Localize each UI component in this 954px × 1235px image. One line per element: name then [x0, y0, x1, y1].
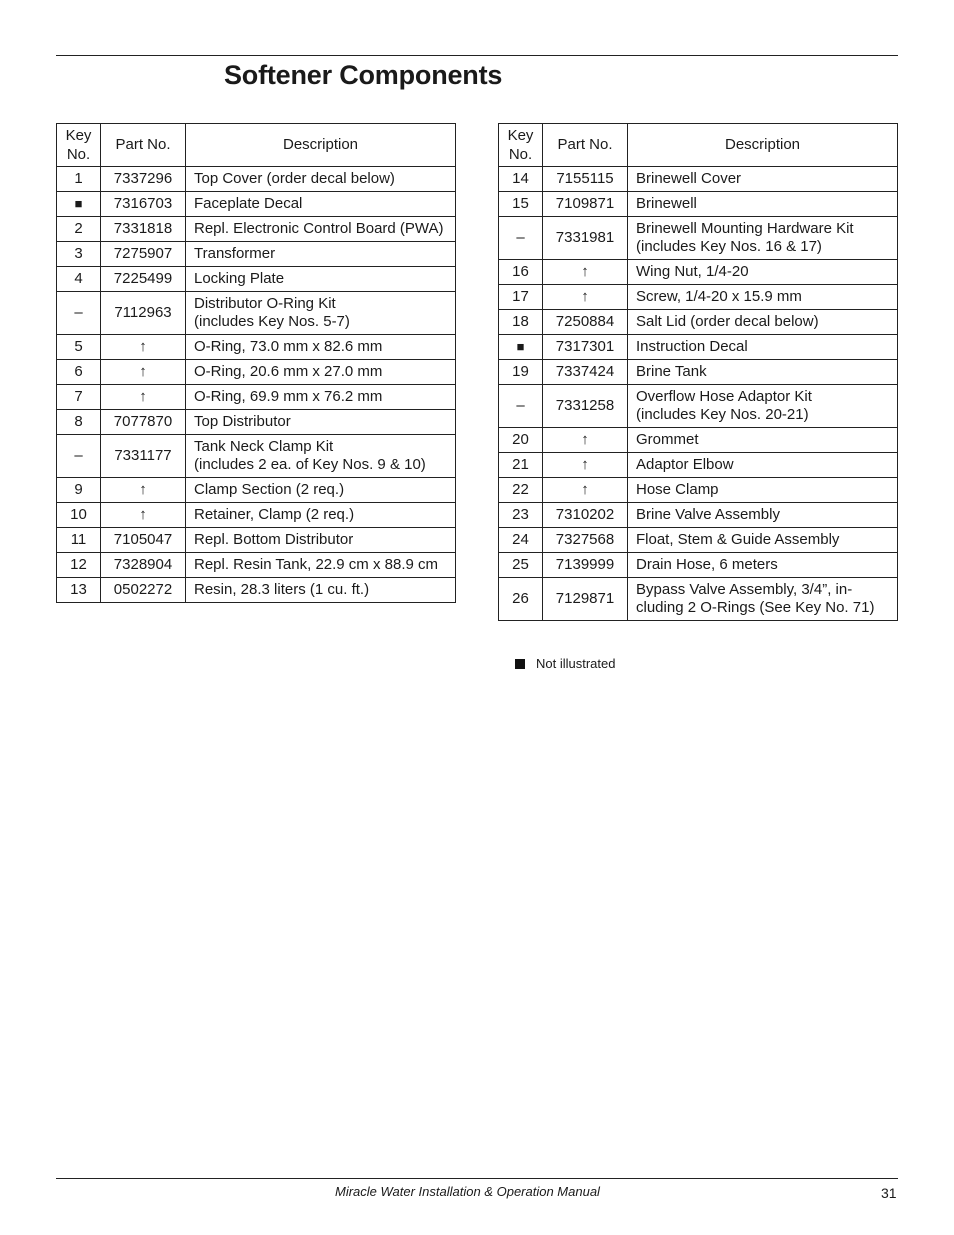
footer-title: Miracle Water Installation & Operation Manual — [335, 1184, 600, 1199]
key-cell: 7 — [57, 385, 101, 410]
description-cell: O-Ring, 69.9 mm x 76.2 mm — [186, 385, 456, 410]
table-row — [499, 192, 898, 217]
header-part-no: Part No. — [101, 124, 186, 167]
key-cell: 10 — [57, 503, 101, 528]
part-no-cell: ↑ — [101, 478, 186, 503]
parts-table-left-body — [57, 167, 456, 603]
part-no-cell: ↑ — [543, 285, 628, 310]
description-cell: Drain Hose, 6 meters — [628, 553, 898, 578]
header-description: Description — [186, 124, 456, 167]
top-rule — [56, 55, 898, 56]
table-row — [57, 267, 456, 292]
key-cell: 20 — [499, 428, 543, 453]
table-row — [499, 553, 898, 578]
description-cell: Distributor O-Ring Kit (includes Key Nos. 5-7) — [186, 292, 456, 335]
description-cell: Repl. Resin Tank, 22.9 cm x 88.9 cm — [186, 553, 456, 578]
description-cell: Wing Nut, 1/4-20 — [628, 260, 898, 285]
description-cell: Salt Lid (order decal below) — [628, 310, 898, 335]
key-cell: 2 — [57, 217, 101, 242]
key-cell: 8 — [57, 410, 101, 435]
part-no-cell: 0502272 — [101, 578, 186, 603]
table-header-row — [499, 124, 898, 167]
parts-table-right-body — [499, 167, 898, 621]
key-cell: 23 — [499, 503, 543, 528]
part-no-cell: 7317301 — [543, 335, 628, 360]
table-row — [499, 310, 898, 335]
square-marker-icon — [515, 659, 525, 669]
table-row — [499, 578, 898, 621]
table-row — [499, 167, 898, 192]
table-row — [499, 335, 898, 360]
key-cell: 21 — [499, 453, 543, 478]
part-no-cell: 7327568 — [543, 528, 628, 553]
table-row — [499, 428, 898, 453]
part-no-cell: ↑ — [543, 428, 628, 453]
part-no-cell: 7109871 — [543, 192, 628, 217]
part-no-cell: 7250884 — [543, 310, 628, 335]
key-cell: 5 — [57, 335, 101, 360]
key-cell: – — [57, 435, 101, 478]
part-no-cell: 7139999 — [543, 553, 628, 578]
table-row — [57, 478, 456, 503]
key-cell: 11 — [57, 528, 101, 553]
part-no-cell: 7331818 — [101, 217, 186, 242]
description-cell: Top Distributor — [186, 410, 456, 435]
description-cell: Screw, 1/4-20 x 15.9 mm — [628, 285, 898, 310]
table-header-row — [57, 124, 456, 167]
key-cell: 24 — [499, 528, 543, 553]
description-cell: Faceplate Decal — [186, 192, 456, 217]
table-row — [57, 528, 456, 553]
description-cell: Float, Stem & Guide Assembly — [628, 528, 898, 553]
description-cell: Transformer — [186, 242, 456, 267]
table-row — [57, 503, 456, 528]
part-no-cell: ↑ — [101, 335, 186, 360]
key-cell: 13 — [57, 578, 101, 603]
part-no-cell: 7077870 — [101, 410, 186, 435]
part-no-cell: 7275907 — [101, 242, 186, 267]
key-cell: – — [499, 217, 543, 260]
key-cell: 9 — [57, 478, 101, 503]
legend — [515, 655, 615, 673]
key-cell: 22 — [499, 478, 543, 503]
part-no-cell: 7331258 — [543, 385, 628, 428]
description-cell: Brinewell Mounting Hardware Kit (includes Key Nos. 16 & 17) — [628, 217, 898, 260]
part-no-cell: ↑ — [101, 385, 186, 410]
table-row — [499, 260, 898, 285]
key-cell: 16 — [499, 260, 543, 285]
description-cell: Grommet — [628, 428, 898, 453]
table-row — [57, 578, 456, 603]
key-cell: 12 — [57, 553, 101, 578]
description-cell: Clamp Section (2 req.) — [186, 478, 456, 503]
description-cell: Brinewell Cover — [628, 167, 898, 192]
description-cell: Repl. Electronic Control Board (PWA) — [186, 217, 456, 242]
description-cell: Hose Clamp — [628, 478, 898, 503]
key-cell: 26 — [499, 578, 543, 621]
description-cell: Brinewell — [628, 192, 898, 217]
table-row — [57, 192, 456, 217]
part-no-cell: ↑ — [543, 453, 628, 478]
description-cell: Bypass Valve Assembly, 3/4”, in- cluding 2 O-Rings (See Key No. 71) — [628, 578, 898, 621]
key-cell: 17 — [499, 285, 543, 310]
part-no-cell: 7155115 — [543, 167, 628, 192]
header-key-no: Key No. — [499, 124, 543, 167]
table-row — [57, 410, 456, 435]
table-row — [57, 167, 456, 192]
bottom-rule — [56, 1178, 898, 1179]
table-row — [499, 453, 898, 478]
parts-table-right — [498, 123, 898, 621]
table-row — [57, 435, 456, 478]
part-no-cell: 7112963 — [101, 292, 186, 335]
key-cell: 4 — [57, 267, 101, 292]
part-no-cell: 7310202 — [543, 503, 628, 528]
key-cell: 3 — [57, 242, 101, 267]
key-cell: ■ — [499, 335, 543, 360]
part-no-cell: 7337424 — [543, 360, 628, 385]
table-row — [499, 503, 898, 528]
part-no-cell: 7225499 — [101, 267, 186, 292]
part-no-cell: ↑ — [101, 503, 186, 528]
description-cell: Repl. Bottom Distributor — [186, 528, 456, 553]
table-row — [57, 385, 456, 410]
table-row — [499, 360, 898, 385]
description-cell: Top Cover (order decal below) — [186, 167, 456, 192]
part-no-cell: 7129871 — [543, 578, 628, 621]
key-cell: ■ — [57, 192, 101, 217]
description-cell: Resin, 28.3 liters (1 cu. ft.) — [186, 578, 456, 603]
description-cell: Tank Neck Clamp Kit (includes 2 ea. of Key Nos. 9 & 10) — [186, 435, 456, 478]
header-part-no: Part No. — [543, 124, 628, 167]
legend-label: Not illustrated — [536, 656, 616, 671]
part-no-cell: 7331981 — [543, 217, 628, 260]
key-cell: 15 — [499, 192, 543, 217]
description-cell: Instruction Decal — [628, 335, 898, 360]
table-row — [57, 217, 456, 242]
table-row — [57, 242, 456, 267]
key-cell: 6 — [57, 360, 101, 385]
description-cell: Brine Valve Assembly — [628, 503, 898, 528]
key-cell: 1 — [57, 167, 101, 192]
table-row — [57, 360, 456, 385]
key-cell: 14 — [499, 167, 543, 192]
description-cell: Retainer, Clamp (2 req.) — [186, 503, 456, 528]
table-row — [499, 285, 898, 310]
table-row — [57, 553, 456, 578]
description-cell: O-Ring, 20.6 mm x 27.0 mm — [186, 360, 456, 385]
description-cell: Locking Plate — [186, 267, 456, 292]
part-no-cell: ↑ — [101, 360, 186, 385]
key-cell: – — [57, 292, 101, 335]
page-number: 31 — [881, 1185, 897, 1201]
part-no-cell: 7337296 — [101, 167, 186, 192]
table-row — [499, 478, 898, 503]
table-row — [57, 292, 456, 335]
header-key-no: Key No. — [57, 124, 101, 167]
table-row — [57, 335, 456, 360]
description-cell: O-Ring, 73.0 mm x 82.6 mm — [186, 335, 456, 360]
part-no-cell: ↑ — [543, 478, 628, 503]
part-no-cell: 7328904 — [101, 553, 186, 578]
key-cell: – — [499, 385, 543, 428]
part-no-cell: ↑ — [543, 260, 628, 285]
description-cell: Adaptor Elbow — [628, 453, 898, 478]
page-title: Softener Components — [224, 60, 503, 90]
part-no-cell: 7316703 — [101, 192, 186, 217]
parts-table-left — [56, 123, 456, 603]
part-no-cell: 7331177 — [101, 435, 186, 478]
part-no-cell: 7105047 — [101, 528, 186, 553]
header-description: Description — [628, 124, 898, 167]
key-cell: 18 — [499, 310, 543, 335]
table-row — [499, 217, 898, 260]
key-cell: 25 — [499, 553, 543, 578]
table-row — [499, 528, 898, 553]
key-cell: 19 — [499, 360, 543, 385]
table-row — [499, 385, 898, 428]
description-cell: Overflow Hose Adaptor Kit (includes Key Nos. 20-21) — [628, 385, 898, 428]
description-cell: Brine Tank — [628, 360, 898, 385]
